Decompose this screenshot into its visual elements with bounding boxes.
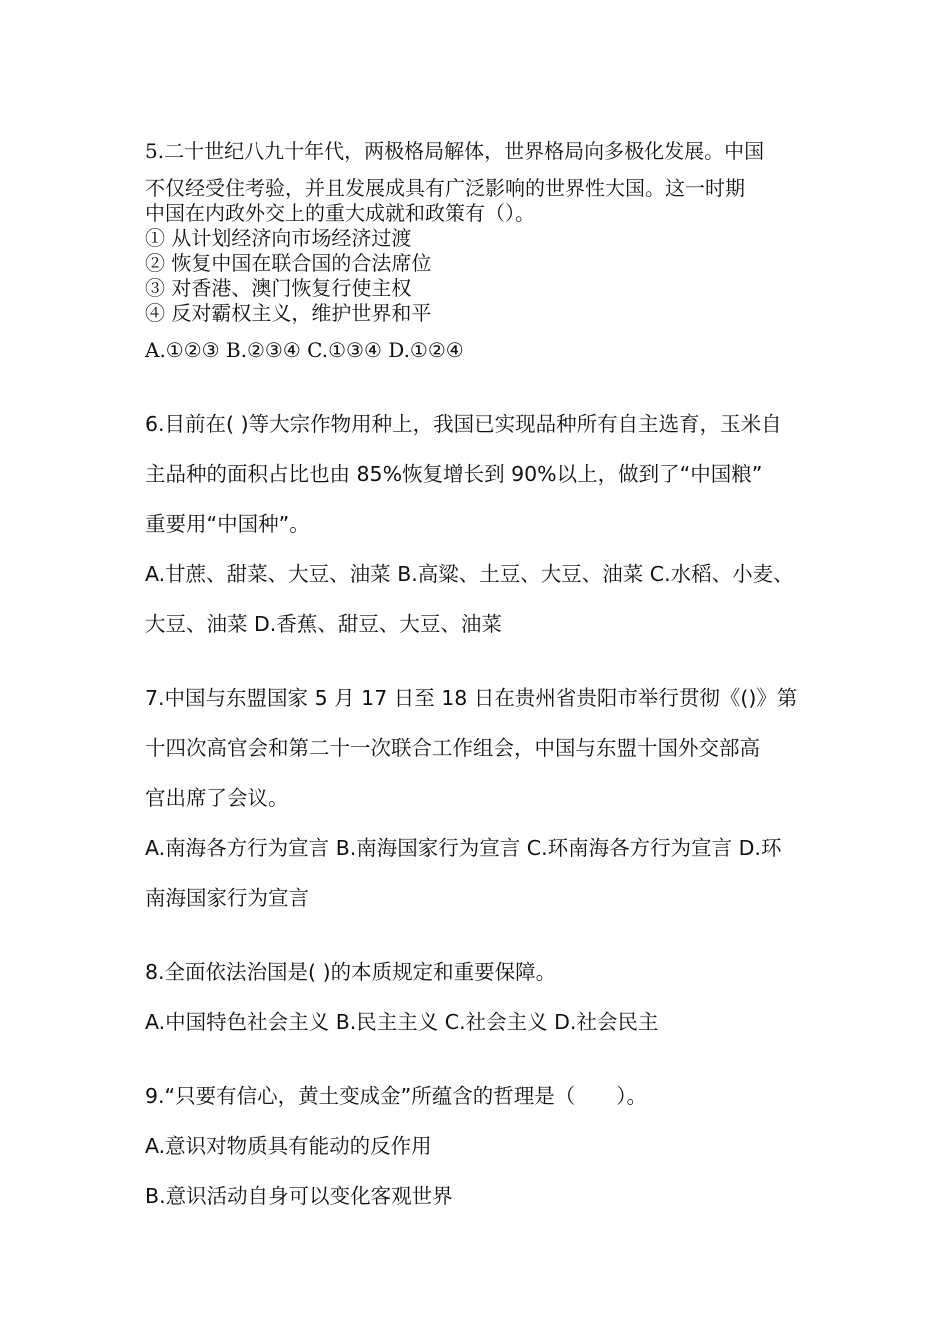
- q5-stem-line-1: 5.二十世纪八九十年代，两极格局解体，世界格局向多极化发展。中国: [145, 139, 765, 163]
- q8-stem: 8.全面依法治国是( )的本质规定和重要保障。: [145, 960, 557, 984]
- q9-stem: 9.“只要有信心，黄土变成金”所蕴含的哲理是（ ）。: [145, 1084, 648, 1108]
- q5-item-4: ④ 反对霸权主义，维护世界和平: [145, 301, 432, 325]
- q5-options: A.①②③ B.②③④ C.①③④ D.①②④: [145, 338, 464, 362]
- q6-options-line-2: 大豆、油菜 D.香蕉、甜豆、大豆、油菜: [145, 612, 502, 636]
- q7-stem-line-3: 官出席了会议。: [145, 786, 289, 810]
- q6-stem-line-1: 6.目前在( )等大宗作物用种上，我国已实现品种所有自主选育，玉米自: [145, 412, 782, 436]
- q5-stem-line-3: 中国在内政外交上的重大成就和政策有（）。: [145, 201, 535, 225]
- q7-options-line-1: A.南海各方行为宣言 B.南海国家行为宣言 C.环南海各方行为宣言 D.环: [145, 836, 782, 860]
- q5-stem-line-2: 不仅经受住考验，并且发展成具有广泛影响的世界性大国。这一时期: [145, 176, 745, 200]
- q8-options: A.中国特色社会主义 B.民主主义 C.社会主义 D.社会民主: [145, 1010, 659, 1034]
- q6-options-line-1: A.甘蔗、甜菜、大豆、油菜 B.高粱、土豆、大豆、油菜 C.水稻、小麦、: [145, 562, 794, 586]
- q7-stem-line-1: 7.中国与东盟国家 5 月 17 日至 18 日在贵州省贵阳市举行贯彻《()》第: [145, 686, 798, 710]
- q7-stem-line-2: 十四次高官会和第二十一次联合工作组会，中国与东盟十国外交部高: [145, 736, 760, 760]
- q6-stem-line-2: 主品种的面积占比也由 85%恢复增长到 90%以上，做到了“中国粮”: [145, 462, 763, 486]
- q5-item-1: ① 从计划经济向市场经济过渡: [145, 226, 412, 250]
- q5-item-3: ③ 对香港、澳门恢复行使主权: [145, 276, 412, 300]
- q9-option-a: A.意识对物质具有能动的反作用: [145, 1134, 432, 1158]
- q6-stem-line-3: 重要用“中国种”。: [145, 512, 310, 536]
- q7-options-line-2: 南海国家行为宣言: [145, 886, 309, 910]
- q5-item-2: ② 恢复中国在联合国的合法席位: [145, 251, 432, 275]
- q9-option-b: B.意识活动自身可以变化客观世界: [145, 1184, 453, 1208]
